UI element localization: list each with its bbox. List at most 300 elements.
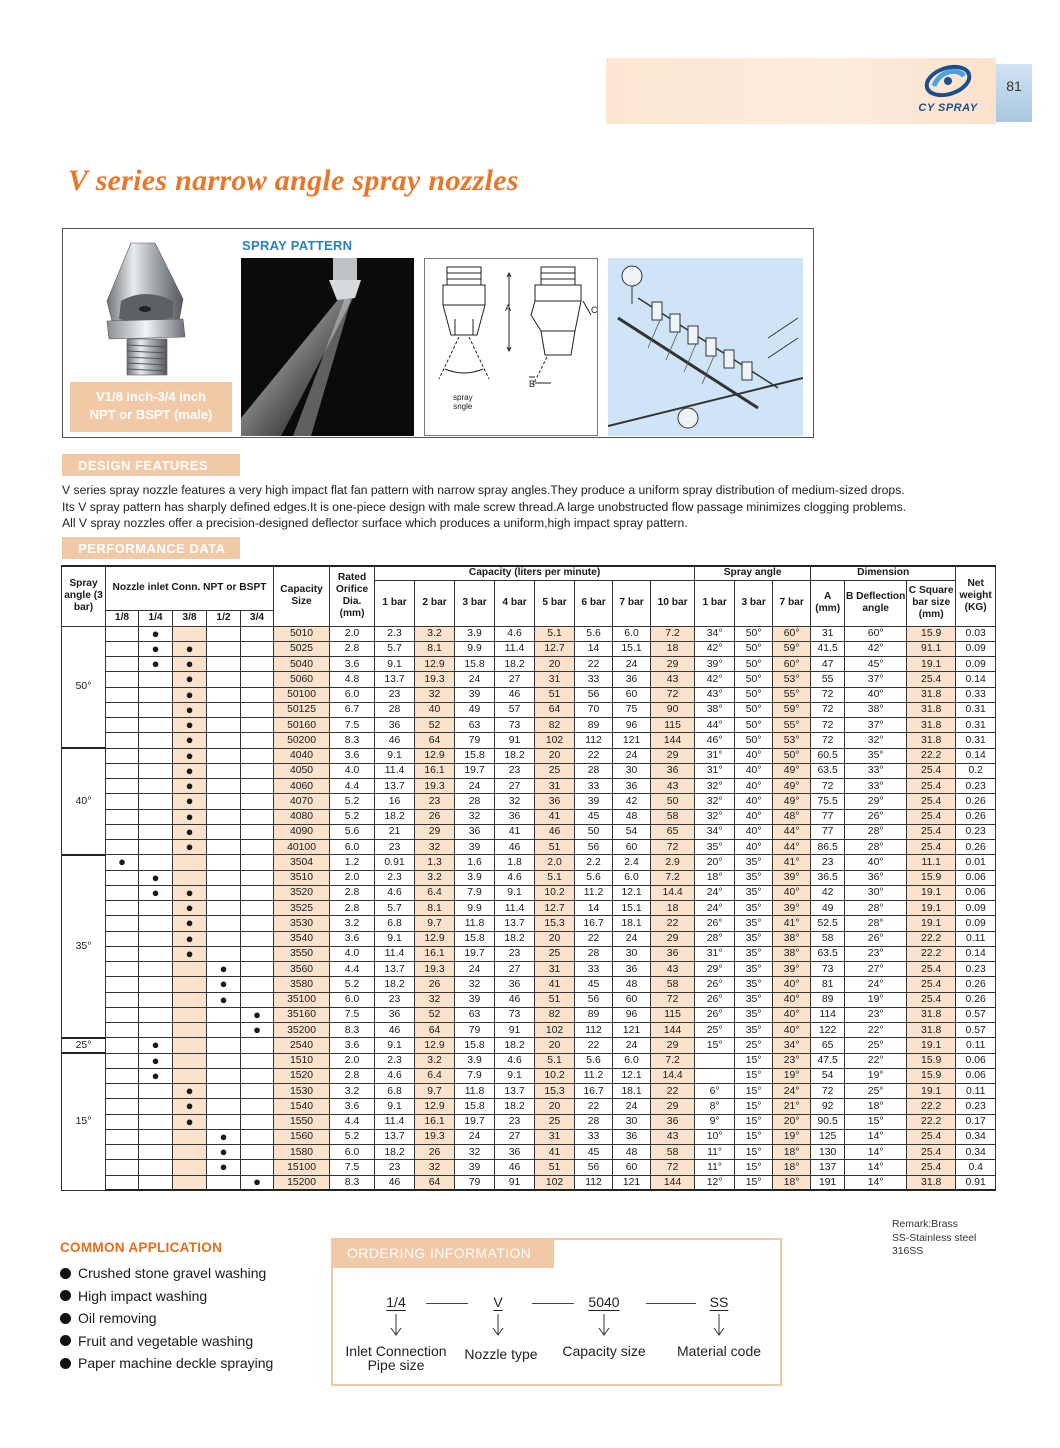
table-cell — [139, 1099, 173, 1114]
th-inlet-14: 1/4 — [139, 610, 173, 626]
capacity-size-cell: 3540 — [274, 931, 330, 946]
table-cell — [207, 779, 241, 794]
inlet-dot-icon: ● — [173, 779, 207, 794]
table-cell: 72 — [811, 1084, 845, 1099]
table-cell — [207, 870, 241, 885]
table-cell: 15.9 — [907, 1053, 956, 1068]
table-cell: 16.7 — [575, 916, 613, 931]
th-spray-angle-group: Spray angle — [695, 566, 811, 580]
table-cell: 12.7 — [535, 641, 575, 656]
table-cell — [241, 1038, 274, 1053]
table-cell: 52 — [415, 718, 455, 733]
table-cell: 29 — [651, 1099, 695, 1114]
table-cell: 144 — [651, 733, 695, 748]
table-cell: 72 — [651, 687, 695, 702]
table-cell: 40° — [773, 992, 811, 1007]
nozzle-size-label — [70, 382, 232, 432]
table-cell: 14 — [575, 641, 613, 656]
table-cell — [207, 1007, 241, 1022]
capacity-size-cell: 3525 — [274, 901, 330, 916]
table-cell — [241, 916, 274, 931]
table-cell: 0.06 — [956, 1068, 996, 1083]
table-cell: 0.26 — [956, 809, 996, 824]
table-cell: 60° — [773, 626, 811, 641]
table-cell: 0.11 — [956, 1038, 996, 1053]
table-cell — [241, 641, 274, 656]
table-cell: 49 — [811, 901, 845, 916]
table-cell: 6° — [695, 1084, 735, 1099]
drawing-label-b: B — [529, 379, 536, 389]
capacity-size-cell: 4080 — [274, 809, 330, 824]
table-cell: 15.1 — [613, 641, 651, 656]
table-cell: 25.4 — [907, 840, 956, 855]
table-cell: 31.8 — [907, 687, 956, 702]
table-cell: 79 — [455, 1023, 495, 1038]
table-cell: 9.9 — [455, 641, 495, 656]
table-cell: 41 — [535, 1145, 575, 1160]
capacity-size-cell: 50160 — [274, 718, 330, 733]
table-cell: 40° — [735, 748, 773, 763]
table-cell: 11.4 — [375, 946, 415, 961]
table-cell: 23 — [495, 946, 535, 961]
table-cell: 31.8 — [907, 718, 956, 733]
table-cell: 22 — [575, 1038, 613, 1053]
table-cell: 15.8 — [455, 1099, 495, 1114]
table-row — [62, 824, 996, 839]
table-cell: 22 — [651, 1084, 695, 1099]
table-row — [62, 718, 996, 733]
table-cell — [241, 931, 274, 946]
table-row — [62, 1053, 996, 1068]
table-cell: 50° — [735, 687, 773, 702]
table-cell: 102 — [535, 1175, 575, 1190]
table-cell: 11.2 — [575, 1068, 613, 1083]
table-cell: 56 — [575, 1160, 613, 1175]
table-cell: 36 — [613, 962, 651, 977]
th-cap-p10: 10 bar — [651, 580, 695, 626]
table-cell — [139, 855, 173, 870]
table-cell: 11.4 — [375, 1114, 415, 1129]
table-cell: 19° — [773, 1068, 811, 1083]
table-cell: 5.2 — [330, 794, 375, 809]
table-cell: 49° — [773, 763, 811, 778]
table-cell: 4.6 — [495, 626, 535, 641]
table-cell: 25.4 — [907, 809, 956, 824]
table-cell: 0.34 — [956, 1145, 996, 1160]
table-cell — [139, 809, 173, 824]
capacity-size-cell: 1550 — [274, 1114, 330, 1129]
table-cell — [139, 824, 173, 839]
table-cell: 31.8 — [907, 1023, 956, 1038]
table-cell: 18 — [651, 641, 695, 656]
inlet-dot-icon: ● — [173, 748, 207, 763]
th-cap-p3: 3 bar — [455, 580, 495, 626]
table-cell: 35° — [735, 977, 773, 992]
table-cell: 115 — [651, 1007, 695, 1022]
table-cell: 15° — [735, 1175, 773, 1190]
table-cell: 18° — [845, 1099, 907, 1114]
table-cell — [106, 1038, 139, 1053]
design-line: V series spray nozzle features a very high impact flat fan pattern with narrow spray angles.They produce a uniform spray distribution of medium-sized drops. — [62, 483, 905, 497]
table-cell: 25.4 — [907, 672, 956, 687]
inlet-dot-icon: ● — [173, 641, 207, 656]
table-cell: 9° — [695, 1114, 735, 1129]
table-cell: 28° — [695, 931, 735, 946]
table-cell: 0.03 — [956, 626, 996, 641]
table-cell: 72 — [811, 733, 845, 748]
table-row — [62, 1160, 996, 1175]
table-cell: 4.4 — [330, 779, 375, 794]
table-cell: 2.4 — [613, 855, 651, 870]
table-cell — [106, 1007, 139, 1022]
table-cell: 0.31 — [956, 718, 996, 733]
inlet-dot-icon: ● — [207, 1145, 241, 1160]
table-cell: 45 — [575, 809, 613, 824]
table-cell: 12.9 — [415, 748, 455, 763]
table-cell: 29 — [651, 657, 695, 672]
th-ang-p1: 1 bar — [695, 580, 735, 626]
table-cell: 64 — [415, 1175, 455, 1190]
table-cell: 36 — [375, 718, 415, 733]
table-cell: 7.5 — [330, 1007, 375, 1022]
table-cell: 64 — [535, 702, 575, 717]
logo-swirl-icon — [920, 62, 976, 100]
table-cell: 18.1 — [613, 916, 651, 931]
table-cell: 25.4 — [907, 992, 956, 1007]
table-row — [62, 672, 996, 687]
table-cell: 6.0 — [613, 626, 651, 641]
table-cell — [139, 931, 173, 946]
table-cell — [241, 962, 274, 977]
spray-pattern-title: SPRAY PATTERN — [242, 238, 353, 253]
table-cell: 25.4 — [907, 1145, 956, 1160]
table-cell — [106, 885, 139, 900]
table-cell: 8.3 — [330, 733, 375, 748]
capacity-size-cell: 1560 — [274, 1129, 330, 1144]
th-orifice: Rated Orifice Dia. (mm) — [330, 566, 375, 626]
table-cell: 54 — [811, 1068, 845, 1083]
table-cell: 36 — [613, 1129, 651, 1144]
table-cell: 6.0 — [330, 1145, 375, 1160]
inlet-dot-icon: ● — [173, 809, 207, 824]
table-cell: 40° — [773, 885, 811, 900]
table-cell: 0.57 — [956, 1007, 996, 1022]
application-text: Oil removing — [78, 1310, 157, 1326]
table-cell — [241, 1145, 274, 1160]
table-row — [62, 748, 996, 763]
table-cell: 55° — [773, 687, 811, 702]
table-cell — [139, 748, 173, 763]
table-cell — [207, 840, 241, 855]
table-cell: 40° — [735, 824, 773, 839]
capacity-size-cell: 4070 — [274, 794, 330, 809]
table-cell: 22 — [575, 931, 613, 946]
table-cell: 24° — [695, 901, 735, 916]
spray-angle-group-cell: 40° — [62, 748, 106, 855]
table-cell: 25.4 — [907, 763, 956, 778]
table-cell: 23 — [375, 687, 415, 702]
table-cell: 43 — [651, 1129, 695, 1144]
table-cell: 15.8 — [455, 1038, 495, 1053]
th-cap-p1: 1 bar — [375, 580, 415, 626]
application-item — [60, 1285, 273, 1308]
table-cell — [241, 733, 274, 748]
table-cell: 16.1 — [415, 1114, 455, 1129]
table-cell — [106, 1114, 139, 1129]
table-cell: 56 — [575, 687, 613, 702]
capacity-size-cell: 1510 — [274, 1053, 330, 1068]
table-cell: 3.9 — [455, 626, 495, 641]
table-cell: 5.6 — [575, 870, 613, 885]
th-inlet-34: 3/4 — [241, 610, 274, 626]
table-cell: 39° — [773, 901, 811, 916]
table-cell: 40° — [735, 840, 773, 855]
table-cell: 35° — [735, 946, 773, 961]
table-cell: 38° — [845, 702, 907, 717]
table-cell: 5.1 — [535, 626, 575, 641]
table-cell: 15.8 — [455, 931, 495, 946]
table-row — [62, 1175, 996, 1190]
th-dim-b: B Deflection angle — [845, 580, 907, 626]
table-cell: 16.7 — [575, 1084, 613, 1099]
table-cell: 44° — [773, 824, 811, 839]
table-cell: 40° — [773, 977, 811, 992]
table-cell: 4.8 — [330, 672, 375, 687]
table-cell: 8.3 — [330, 1175, 375, 1190]
table-cell: 23 — [375, 1160, 415, 1175]
capacity-size-cell: 3504 — [274, 855, 330, 870]
table-cell: 191 — [811, 1175, 845, 1190]
table-cell: 22° — [845, 1023, 907, 1038]
drawing-label-spray: spray — [453, 393, 473, 402]
installation-illustration — [608, 258, 803, 436]
th-capacity-size: Capacity Size — [274, 566, 330, 626]
th-ang-p3: 3 bar — [735, 580, 773, 626]
table-cell: 12.7 — [535, 901, 575, 916]
table-cell: 36 — [495, 809, 535, 824]
capacity-size-cell: 35100 — [274, 992, 330, 1007]
table-row — [62, 657, 996, 672]
table-cell: 24 — [455, 672, 495, 687]
table-cell: 15.1 — [613, 901, 651, 916]
table-cell: 9.1 — [375, 748, 415, 763]
table-cell: 21° — [773, 1099, 811, 1114]
spray-angle-group-cell: 25° — [62, 1038, 106, 1053]
table-cell: 11.2 — [575, 885, 613, 900]
table-cell: 23 — [415, 794, 455, 809]
inlet-dot-icon: ● — [173, 1099, 207, 1114]
table-cell — [207, 687, 241, 702]
table-cell: 15° — [735, 1068, 773, 1083]
capacity-size-cell: 50200 — [274, 733, 330, 748]
capacity-size-cell: 5010 — [274, 626, 330, 641]
spray-pattern-photo — [241, 258, 414, 436]
table-cell: 36 — [613, 672, 651, 687]
table-row — [62, 763, 996, 778]
table-cell: 30° — [845, 885, 907, 900]
table-cell — [241, 885, 274, 900]
table-cell — [173, 1038, 207, 1053]
table-cell — [241, 855, 274, 870]
table-cell: 35° — [735, 885, 773, 900]
inlet-dot-icon: ● — [139, 1038, 173, 1053]
table-cell: 7.2 — [651, 870, 695, 885]
table-cell: 20 — [535, 748, 575, 763]
order-code-inlet: 1/4 — [386, 1294, 406, 1310]
table-cell: 23 — [495, 763, 535, 778]
table-cell: 0.91 — [375, 855, 415, 870]
table-cell: 39 — [455, 1160, 495, 1175]
table-cell — [241, 977, 274, 992]
table-cell: 24 — [613, 1099, 651, 1114]
table-cell: 102 — [535, 733, 575, 748]
table-cell: 11.4 — [495, 641, 535, 656]
table-cell: 39 — [575, 794, 613, 809]
table-row — [62, 901, 996, 916]
table-row — [62, 1007, 996, 1022]
page-title: V series narrow angle spray nozzles — [68, 164, 519, 197]
table-row — [62, 809, 996, 824]
capacity-size-cell: 40100 — [274, 840, 330, 855]
table-row — [62, 733, 996, 748]
table-cell: 43° — [695, 687, 735, 702]
table-cell: 10.2 — [535, 1068, 575, 1083]
table-cell: 33 — [575, 962, 613, 977]
table-cell — [241, 1084, 274, 1099]
page-number: 81 — [996, 64, 1032, 122]
table-cell: 0.23 — [956, 1099, 996, 1114]
table-row — [62, 1099, 996, 1114]
table-cell: 36 — [535, 794, 575, 809]
table-cell — [207, 1068, 241, 1083]
table-cell: 26° — [845, 931, 907, 946]
table-cell — [106, 840, 139, 855]
table-cell: 0.31 — [956, 733, 996, 748]
table-cell: 25 — [535, 763, 575, 778]
table-cell: 82 — [535, 718, 575, 733]
table-cell: 2.0 — [330, 1053, 375, 1068]
table-cell: 5.2 — [330, 1129, 375, 1144]
table-cell: 14° — [845, 1129, 907, 1144]
table-cell: 31 — [811, 626, 845, 641]
table-row — [62, 870, 996, 885]
table-cell: 0.06 — [956, 1053, 996, 1068]
table-cell — [139, 992, 173, 1007]
table-cell — [207, 763, 241, 778]
table-cell: 8.3 — [330, 1023, 375, 1038]
application-text: High impact washing — [78, 1287, 208, 1304]
table-cell: 32 — [415, 840, 455, 855]
table-cell: 25.4 — [907, 794, 956, 809]
capacity-size-cell: 15100 — [274, 1160, 330, 1175]
table-cell: 23 — [811, 855, 845, 870]
table-cell: 60 — [613, 840, 651, 855]
table-cell — [207, 702, 241, 717]
table-cell: 2.9 — [651, 855, 695, 870]
table-cell: 27 — [495, 672, 535, 687]
table-cell — [207, 855, 241, 870]
table-cell: 89 — [811, 992, 845, 1007]
table-row — [62, 687, 996, 702]
table-cell: 63 — [455, 718, 495, 733]
table-cell: 7.2 — [651, 626, 695, 641]
th-dim-c: C Square bar size (mm) — [907, 580, 956, 626]
table-row — [62, 641, 996, 656]
table-cell — [241, 779, 274, 794]
capacity-size-cell: 1520 — [274, 1068, 330, 1083]
th-inlet-38: 3/8 — [173, 610, 207, 626]
table-cell: 12.1 — [613, 1068, 651, 1083]
table-cell: 46 — [495, 1160, 535, 1175]
table-cell: 6.0 — [330, 687, 375, 702]
capacity-size-cell: 4090 — [274, 824, 330, 839]
order-dash — [646, 1303, 696, 1304]
table-cell: 51 — [535, 1160, 575, 1175]
table-cell: 34° — [773, 1038, 811, 1053]
table-cell: 50 — [575, 824, 613, 839]
design-line: Its V spray pattern has sharply defined edges.It is one-piece design with male screw thread.A large unobstructed flow passage minimizes clogging problems. — [62, 499, 907, 514]
table-cell: 36° — [845, 870, 907, 885]
capacity-size-cell: 35160 — [274, 1007, 330, 1022]
inlet-dot-icon: ● — [207, 1129, 241, 1144]
table-cell: 38° — [695, 702, 735, 717]
remark-line: 316SS — [892, 1246, 924, 1257]
table-cell — [139, 687, 173, 702]
table-cell: 6.0 — [330, 992, 375, 1007]
table-cell: 31.8 — [907, 702, 956, 717]
application-item — [60, 1352, 273, 1375]
table-cell: 6.4 — [415, 1068, 455, 1083]
table-cell: 122 — [811, 1023, 845, 1038]
table-cell: 26 — [415, 1145, 455, 1160]
capacity-size-cell: 50100 — [274, 687, 330, 702]
table-cell — [106, 870, 139, 885]
th-cap-p5: 5 bar — [535, 580, 575, 626]
table-cell: 5.7 — [375, 901, 415, 916]
capacity-size-cell: 5060 — [274, 672, 330, 687]
table-cell: 89 — [575, 1007, 613, 1022]
table-cell — [241, 1129, 274, 1144]
table-cell: 33 — [575, 1129, 613, 1144]
th-inlet: Nozzle inlet Conn. NPT or BSPT — [106, 566, 274, 610]
table-cell: 40° — [735, 794, 773, 809]
capacity-size-cell: 1580 — [274, 1145, 330, 1160]
table-row — [62, 1023, 996, 1038]
application-text: Crushed stone gravel washing — [78, 1265, 267, 1281]
table-cell: 50° — [735, 702, 773, 717]
table-cell: 6.8 — [375, 916, 415, 931]
table-cell: 29 — [651, 748, 695, 763]
table-cell — [207, 672, 241, 687]
table-cell — [207, 733, 241, 748]
table-cell — [106, 992, 139, 1007]
table-cell: 15° — [845, 1114, 907, 1129]
table-cell — [139, 1114, 173, 1129]
table-cell — [106, 931, 139, 946]
table-cell: 15.3 — [535, 1084, 575, 1099]
inlet-dot-icon: ● — [173, 1084, 207, 1099]
table-cell: 121 — [613, 1175, 651, 1190]
table-cell: 59° — [773, 702, 811, 717]
table-cell: 0.34 — [956, 1129, 996, 1144]
order-label-capacity: Capacity size — [562, 1343, 646, 1359]
table-cell: 0.09 — [956, 657, 996, 672]
table-cell — [173, 992, 207, 1007]
table-cell: 2.2 — [575, 855, 613, 870]
table-cell: 25.4 — [907, 1129, 956, 1144]
inlet-dot-icon: ● — [173, 733, 207, 748]
inlet-dot-icon: ● — [241, 1023, 274, 1038]
